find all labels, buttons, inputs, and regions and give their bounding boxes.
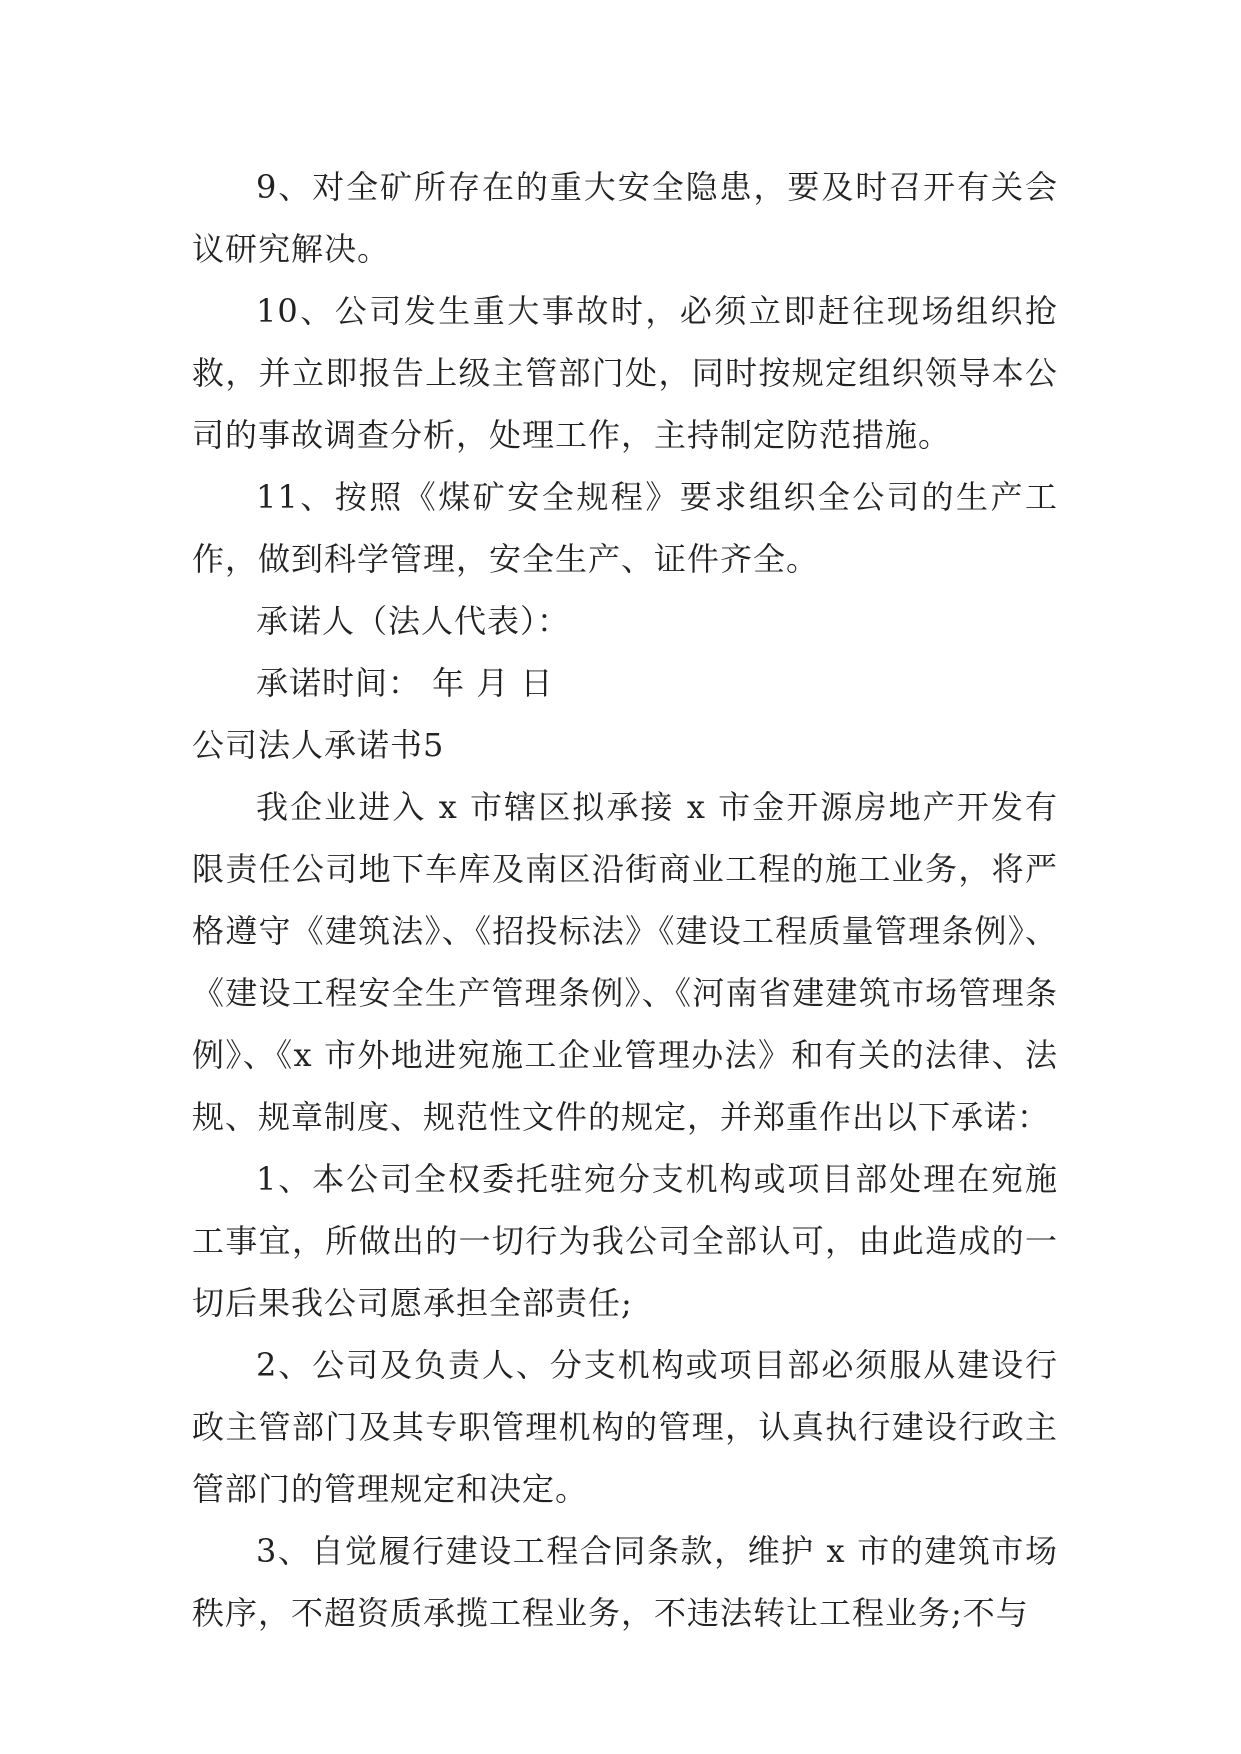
- commitment-2: 2、公司及负责人、分支机构或项目部必须服从建设行政主管部门及其专职管理机构的管理，认真执行建设行政主管部门的管理规定和决定。: [192, 1346, 1058, 1508]
- commitment-1: 1、本公司全权委托驻宛分支机构或项目部处理在宛施工事宜，所做出的一切行为我公司全部认可，由此造成的一切后果我公司愿承担全部责任;: [192, 1160, 1058, 1322]
- clause-9: 9、对全矿所存在的重大安全隐患，要及时召开有关会议研究解决。: [192, 168, 1058, 268]
- clause-11: 11、按照《煤矿安全规程》要求组织全公司的生产工作，做到科学管理，安全生产、证件齐全。: [192, 478, 1058, 578]
- promise-date-line: 承诺时间： 年 月 日: [256, 664, 554, 702]
- promisor-line: 承诺人（法人代表）：: [256, 602, 571, 640]
- intro-paragraph: 我企业进入 x 市辖区拟承接 x 市金开源房地产开发有限责任公司地下车库及南区沿街商业工程的施工业务，将严格遵守《建筑法》、《招投标法》《建设工程质量管理条例》、《建设工程安全生产管理条例》、《河南省建建筑市场管理条例》、《x 市外地进宛施工企业管理办法》和有关的法律、法规、规章制度、规范性文件的规定，并郑重作出以下承诺：: [192, 788, 1058, 1136]
- commitment-3: 3、自觉履行建设工程合同条款，维护 x 市的建筑市场秩序，不超资质承揽工程业务，不违法转让工程业务;不与: [192, 1532, 1058, 1632]
- document-body: [192, 156, 1058, 1644]
- section-title: 公司法人承诺书5: [192, 726, 445, 764]
- clause-10: 10、公司发生重大事故时，必须立即赶往现场组织抢救，并立即报告上级主管部门处，同时按规定组织领导本公司的事故调查分析，处理工作，主持制定防范措施。: [192, 292, 1058, 454]
